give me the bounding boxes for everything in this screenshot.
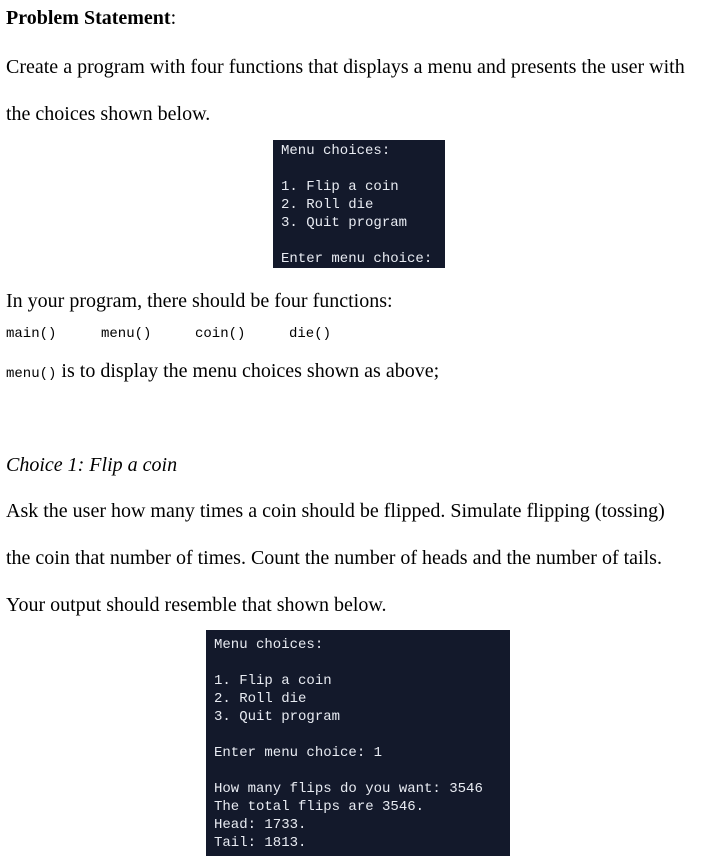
problem-statement-heading [6,6,176,30]
heading-colon: : [170,7,177,29]
function-name-menu: menu() [101,326,152,342]
choice1-line-2: the coin that number of times. Count the number of heads and the number of tails. [6,547,662,569]
terminal-menu-prompt: Enter menu choice: [281,251,433,267]
heading-title: Problem Statement [6,7,171,29]
terminal-output-line: How many flips do you want: 3546 [214,781,483,797]
terminal-menu-prompt: Enter menu choice: 1 [214,745,383,761]
functions-intro: In your program, there should be four functions: [6,290,393,312]
terminal-output-line: Tail: 1813. [214,835,307,851]
choice1-line-1: Ask the user how many times a coin should be flipped. Simulate flipping (tossing) [6,500,665,522]
intro-line-2: the choices shown below. [6,103,211,125]
terminal-menu-item: 3. Quit program [281,215,408,231]
choice1-heading: Choice 1: Flip a coin [6,454,178,476]
terminal-menu-item: 2. Roll die [281,197,374,213]
intro-line-1: Create a program with four functions that displays a menu and presents the user with [6,56,685,78]
menu-function-code: menu() [6,366,57,382]
terminal-menu-item: 3. Quit program [214,709,341,725]
terminal-menu-item: 1. Flip a coin [214,673,332,689]
function-name-die: die() [289,326,332,342]
terminal-output-line: Head: 1733. [214,817,307,833]
terminal-menu-item: 2. Roll die [214,691,307,707]
function-name-coin: coin() [195,326,246,342]
menu-function-desc: is to display the menu choices shown as above; [56,360,440,382]
terminal-menu-header: Menu choices: [214,637,324,653]
menu-terminal-screenshot [273,140,445,268]
menu-description [6,359,439,383]
terminal-output-line: The total flips are 3546. [214,799,425,815]
choice1-line-3: Your output should resemble that shown below. [6,594,387,616]
function-name-main: main() [6,326,57,342]
terminal-menu-header: Menu choices: [281,143,391,159]
coin-flip-terminal-screenshot [206,630,510,856]
terminal-menu-item: 1. Flip a coin [281,179,399,195]
